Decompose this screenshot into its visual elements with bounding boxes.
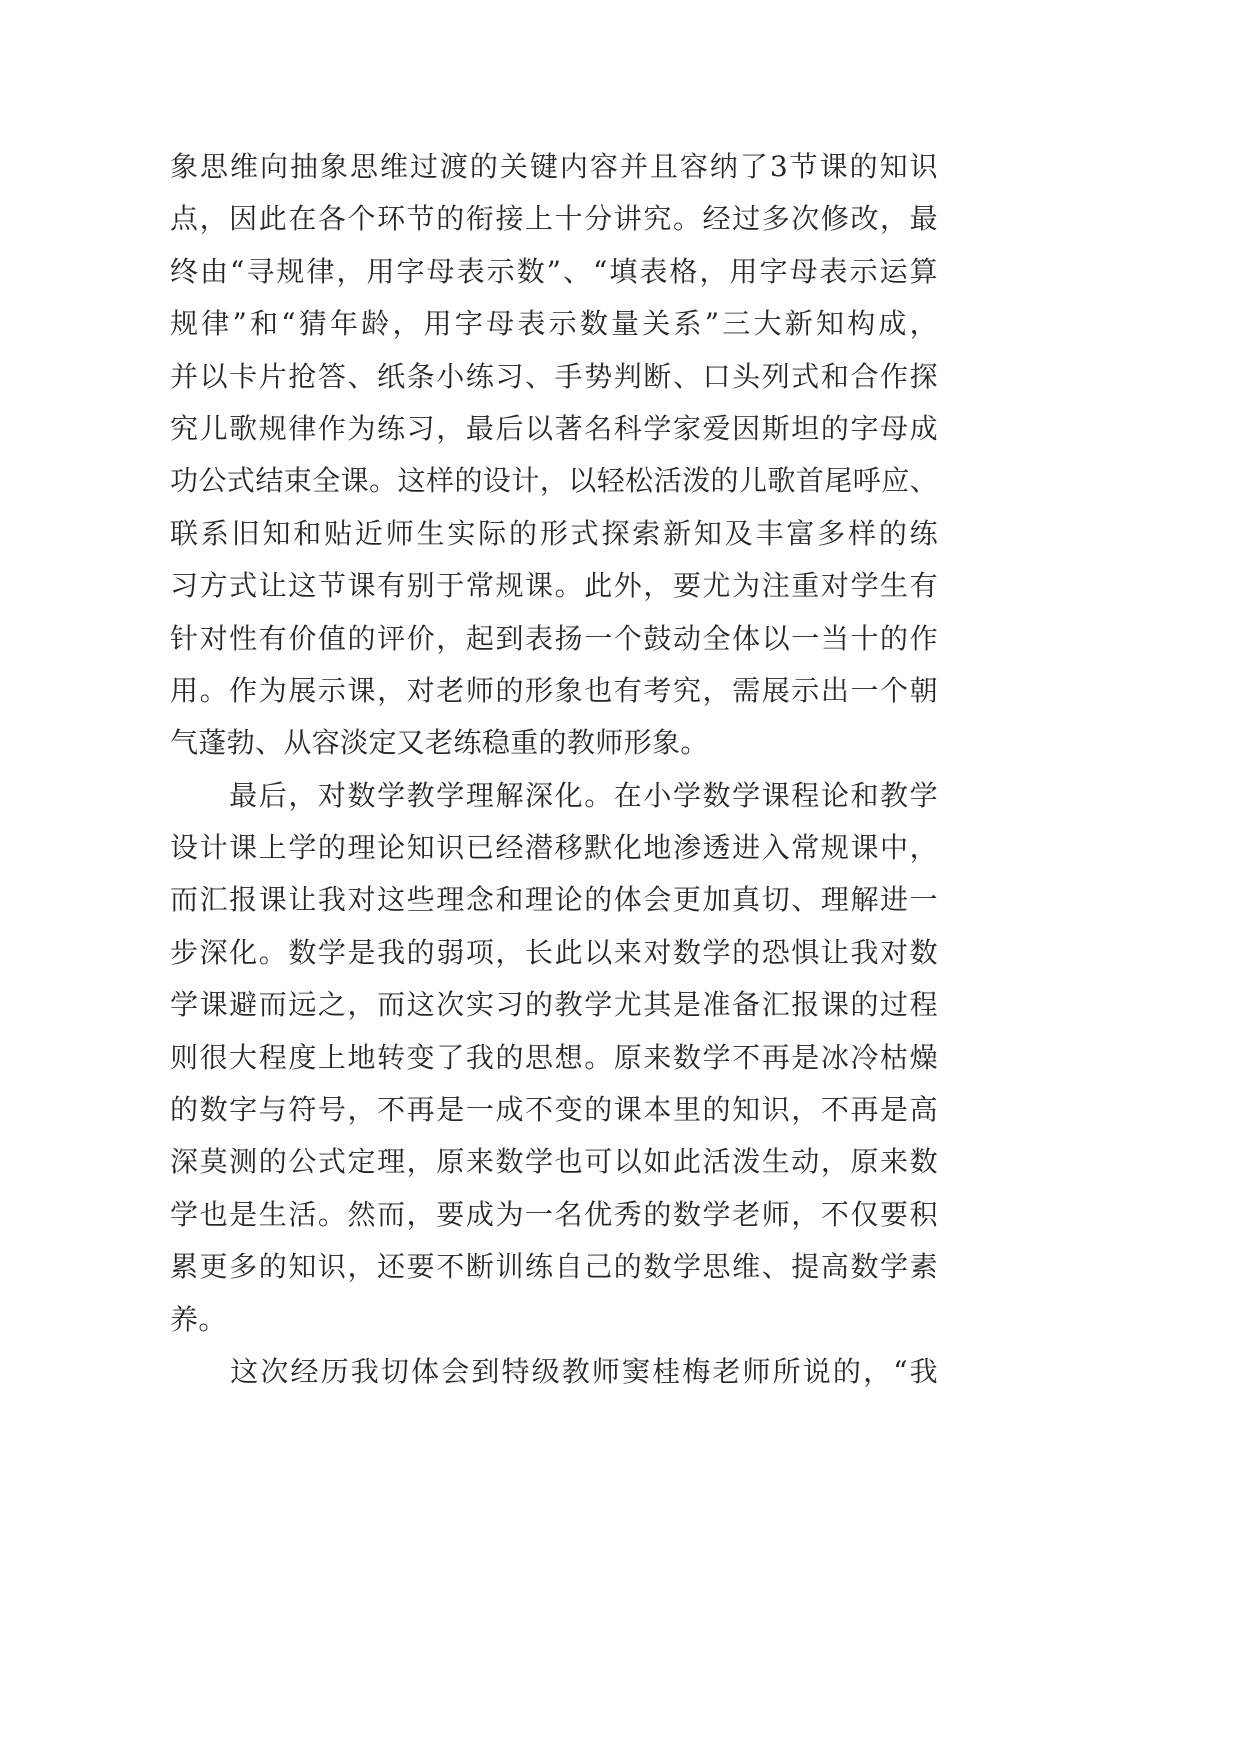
text-line: 而汇报课让我对这些理念和理论的体会更加真切、理解进一 xyxy=(170,883,938,917)
text-line: 用。作为展示课，对老师的形象也有考究，需展示出一个朝 xyxy=(170,673,938,707)
text-line: 联系旧知和贴近师生实际的形式探索新知及丰富多样的练 xyxy=(170,516,938,550)
text-line: 则很大程度上地转变了我的思想。原来数学不再是冰冷枯燥 xyxy=(170,1040,938,1074)
text-line: 学也是生活。然而，要成为一名优秀的数学老师，不仅要积 xyxy=(170,1197,938,1231)
text-line: 点，因此在各个环节的衔接上十分讲究。经过多次修改，最 xyxy=(170,202,938,236)
text-line: 的数字与符号，不再是一成不变的课本里的知识，不再是高 xyxy=(170,1093,938,1127)
text-line: 象思维向抽象思维过渡的关键内容并且容纳了3节课的知识 xyxy=(170,150,938,183)
text-line: 功公式结束全课。这样的设计，以轻松活泼的儿歌首尾呼应、 xyxy=(170,464,938,498)
body-text xyxy=(170,141,938,1398)
text-line: 习方式让这节课有别于常规课。此外，要尤为注重对学生有 xyxy=(170,569,938,603)
text-line: 累更多的知识，还要不断训练自己的数学思维、提高数学素 xyxy=(170,1250,938,1284)
text-line: 究儿歌规律作为练习，最后以著名科学家爱因斯坦的字母成 xyxy=(170,411,938,445)
text-line: 气蓬勃、从容淡定又老练稳重的教师形象。 xyxy=(170,726,709,760)
text-line: 步深化。数学是我的弱项，长此以来对数学的恐惧让我对数 xyxy=(170,935,938,969)
text-line: 并以卡片抢答、纸条小练习、手势判断、口头列式和合作探 xyxy=(170,359,938,393)
paragraph-start-line: 最后，对数学教学理解深化。在小学数学课程论和教学 xyxy=(170,778,938,812)
text-line: 针对性有价值的评价，起到表扬一个鼓动全体以一当十的作 xyxy=(170,621,938,655)
text-line: 学课避而远之，而这次实习的教学尤其是准备汇报课的过程 xyxy=(170,988,938,1022)
text-line: 终由“寻规律，用字母表示数”、“填表格，用字母表示运算 xyxy=(170,254,938,288)
paragraph-start-line: 这次经历我切体会到特级教师窦桂梅老师所说的，“我 xyxy=(170,1354,938,1388)
text-line: 规律”和“猜年龄，用字母表示数量关系”三大新知构成， xyxy=(170,307,938,341)
text-line: 设计课上学的理论知识已经潜移默化地渗透进入常规课中， xyxy=(170,831,938,865)
text-line: 深莫测的公式定理，原来数学也可以如此活泼生动，原来数 xyxy=(170,1145,938,1179)
text-line: 养。 xyxy=(170,1302,227,1336)
